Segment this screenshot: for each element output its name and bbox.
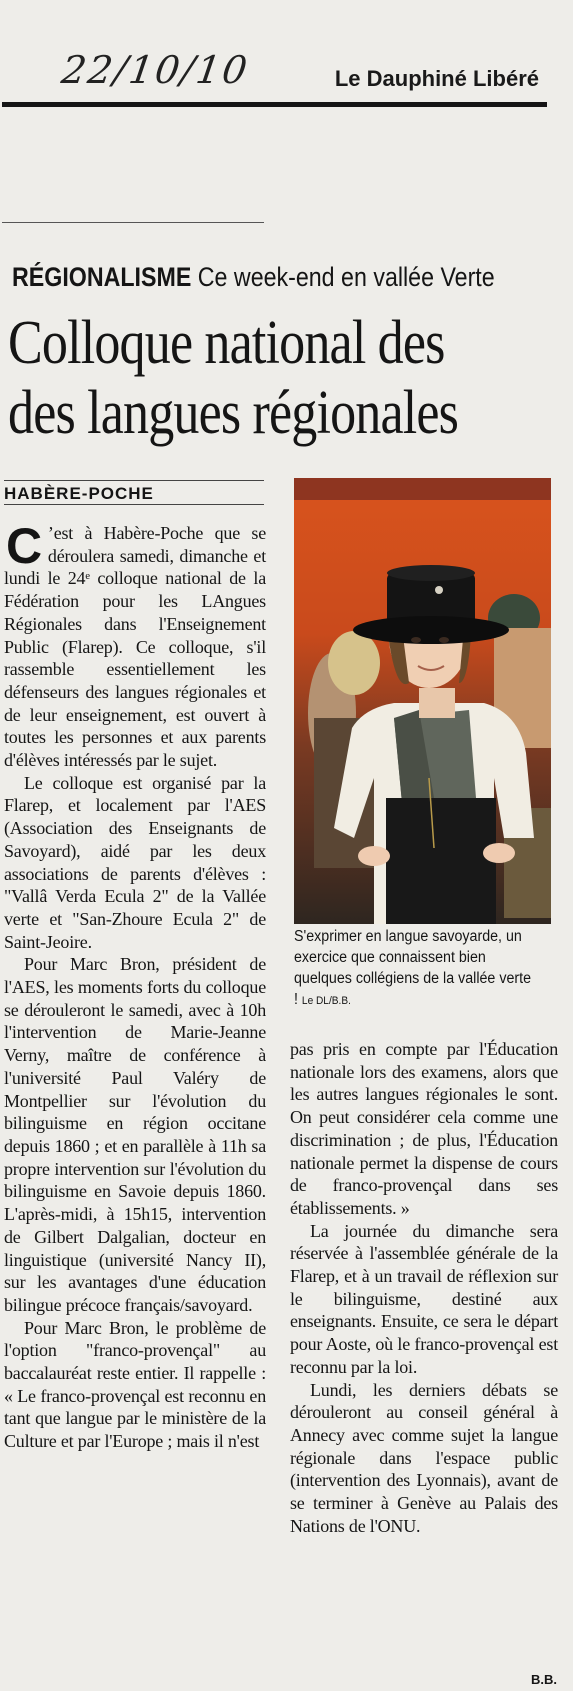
paragraph-7: Lundi, les derniers débats se dérouleront au conseil général à Annecy avec comme sujet la langue régionale dans l'espace public (intervention des Lyonnais), avant de se terminer à Genève au Palais des Nations de l'ONU.	[290, 1379, 558, 1536]
newspaper-name: Le Dauphiné Libéré	[334, 66, 539, 91]
location-rule-top	[4, 480, 264, 481]
paragraph-5: pas pris en compte par l'Éducation nationale lors des examens, alors que les autres langues régionales le sont. On peut considérer cela comme une discrimination ; de plus, l'Éducation nationale permet la dispense de cours de franco-provençal dans ses établissements. »	[290, 1039, 558, 1218]
headline-line-1: Colloque national des	[8, 309, 445, 377]
location-rule-bottom	[4, 504, 264, 505]
divider	[2, 222, 264, 223]
article-photo	[294, 478, 551, 924]
dateline-location: HABÈRE-POCHE	[4, 484, 154, 503]
paragraph-6: La journée du dimanche sera réservée à l'assemblée générale de la Flarep, et à un travail de réflexion sur le bilinguisme, destiné aux enseignants. Ensuite, ce sera le départ pour Aoste, où le franco-provençal est reconnu par la loi.	[290, 1220, 558, 1377]
clipping-date: 22/10/10	[58, 48, 252, 92]
caption-text: S'exprimer en langue savoyarde, un exercice que connaissent bien quelques collégiens de la vallée verte !	[294, 928, 532, 1008]
paragraph-3: Pour Marc Bron, président de l'AES, les moments forts du colloque se dérouleront le samedi, avec à 10h l'intervention de Marie-Jeanne Verny, maître de conférence à l'université Paul Valéry de Montpellier sur l'évolution du bilinguisme en région occitane depuis 1860 ; et en parallèle à 11h sa propre intervention sur l'évolution du bilinguisme en Savoie depuis 1860. L'après-midi, à 15h15, intervention de Gilbert Dalgalian, docteur en linguistique (université Nancy II), sur les avantages d'une éducation bilingue précoce français/savoyard.	[4, 954, 266, 1315]
section-label: RÉGIONALISME	[12, 262, 192, 292]
header-rule	[2, 102, 547, 107]
photo-caption	[294, 926, 535, 1012]
article-column-1	[4, 518, 266, 1453]
photo-credit: Le DL/B.B.	[301, 995, 351, 1007]
headline	[8, 308, 478, 448]
paragraph-2: Le colloque est organisé par la Flarep, et localement par l'AES (Association des Enseignants de Savoyard), aidé par les deux associations de parents d'élèves : "Vallâ Verda Ecula 2" de la Vallée verte et "San-Zhoure Ecula 2" de Saint-Jeoire.	[4, 772, 266, 952]
article-column-2	[290, 1038, 558, 1537]
author-signature: B.B.	[531, 1672, 557, 1687]
student-photo-illustration	[294, 478, 551, 924]
paragraph-1: C ’est à Habère-Poche que se déroulera samedi, dimanche et lundi le 24ᵉ colloque national de la Fédération pour les LAngues Régionales dans l'Enseignement Public (Flarep). Ce colloque, s'il rassemble essentiellement les défenseurs des langues régionales et de leur enseignement, est ouvert à toutes les personnes et aux parents d'élèves intéressés par le sujet.	[4, 518, 266, 771]
subhead: Ce week-end en vallée Verte	[197, 262, 495, 292]
drop-cap: C	[6, 518, 42, 574]
paragraph-4: Pour Marc Bron, le problème de l'option "franco-provençal" au baccalauréat reste entier. Il rappelle : « Le franco-provençal est reconnu en tant que langue par le ministère de la Culture et par l'Europe ; mais il n'est	[4, 1317, 266, 1452]
headline-line-2: des langues régionales	[8, 379, 459, 447]
article-kicker	[12, 262, 495, 293]
